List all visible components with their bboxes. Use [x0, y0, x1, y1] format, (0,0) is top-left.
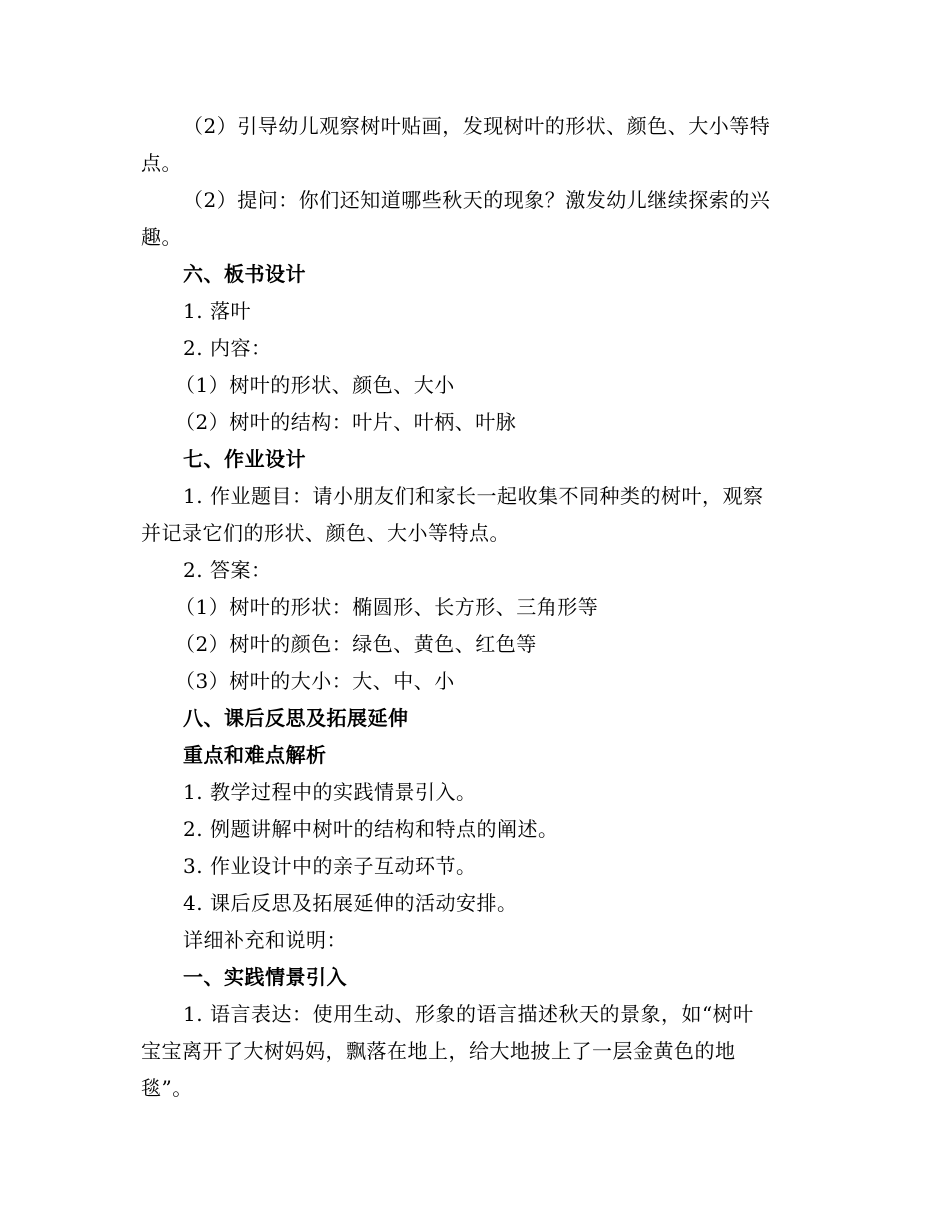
section-heading-homework-design: 七、作业设计: [183, 447, 306, 471]
paragraph-line: 宝宝离开了大树妈妈，飘落在地上，给大地披上了一层金黄色的地: [141, 1039, 736, 1063]
paragraph-line: 1. 作业题目：请小朋友们和家长一起收集不同种类的树叶，观察: [183, 484, 764, 508]
paragraph-question: [141, 182, 806, 256]
paragraph-observe-leaf-collage: [141, 108, 806, 182]
sub-list-item: （2）树叶的颜色：绿色、黄色、红色等: [175, 632, 537, 656]
section-heading-reflection: 八、课后反思及拓展延伸: [183, 706, 409, 730]
sub-list-item: （3）树叶的大小：大、中、小: [175, 669, 455, 693]
paragraph-line: 1. 语言表达：使用生动、形象的语言描述秋天的景象，如“树叶: [183, 1002, 754, 1026]
sub-list-item: （1）树叶的形状、颜色、大小: [175, 373, 455, 397]
paragraph-line: 并记录它们的形状、颜色、大小等特点。: [141, 521, 510, 545]
paragraph-homework-topic: [141, 478, 806, 552]
section-heading-practice-scenario: 一、实践情景引入: [183, 965, 347, 989]
list-item: 1. 教学过程中的实践情景引入。: [183, 780, 477, 804]
paragraph-line: （2）引导幼儿观察树叶贴画，发现树叶的形状、颜色、大小等特: [183, 114, 771, 138]
list-item: 3. 作业设计中的亲子互动环节。: [183, 854, 477, 878]
section-heading-key-points: 重点和难点解析: [183, 743, 327, 767]
list-item: 2. 答案：: [183, 558, 272, 582]
document-body: [141, 108, 806, 1107]
paragraph-language-expression: [141, 996, 806, 1107]
paragraph-line: 毯”。: [141, 1076, 193, 1100]
list-item: 1. 落叶: [183, 299, 251, 323]
list-item: 2. 内容：: [183, 336, 272, 360]
list-item: 2. 例题讲解中树叶的结构和特点的阐述。: [183, 817, 559, 841]
paragraph-line: 点。: [141, 151, 182, 175]
sub-list-item: （2）树叶的结构：叶片、叶柄、叶脉: [175, 410, 517, 434]
paragraph-line: （2）提问：你们还知道哪些秋天的现象？激发幼儿继续探索的兴: [183, 188, 771, 212]
sub-list-item: （1）树叶的形状：椭圆形、长方形、三角形等: [175, 595, 599, 619]
paragraph-line: 趣。: [141, 225, 182, 249]
section-heading-board-design: 六、板书设计: [183, 262, 306, 286]
detail-intro-line: 详细补充和说明：: [183, 928, 347, 952]
list-item: 4. 课后反思及拓展延伸的活动安排。: [183, 891, 518, 915]
